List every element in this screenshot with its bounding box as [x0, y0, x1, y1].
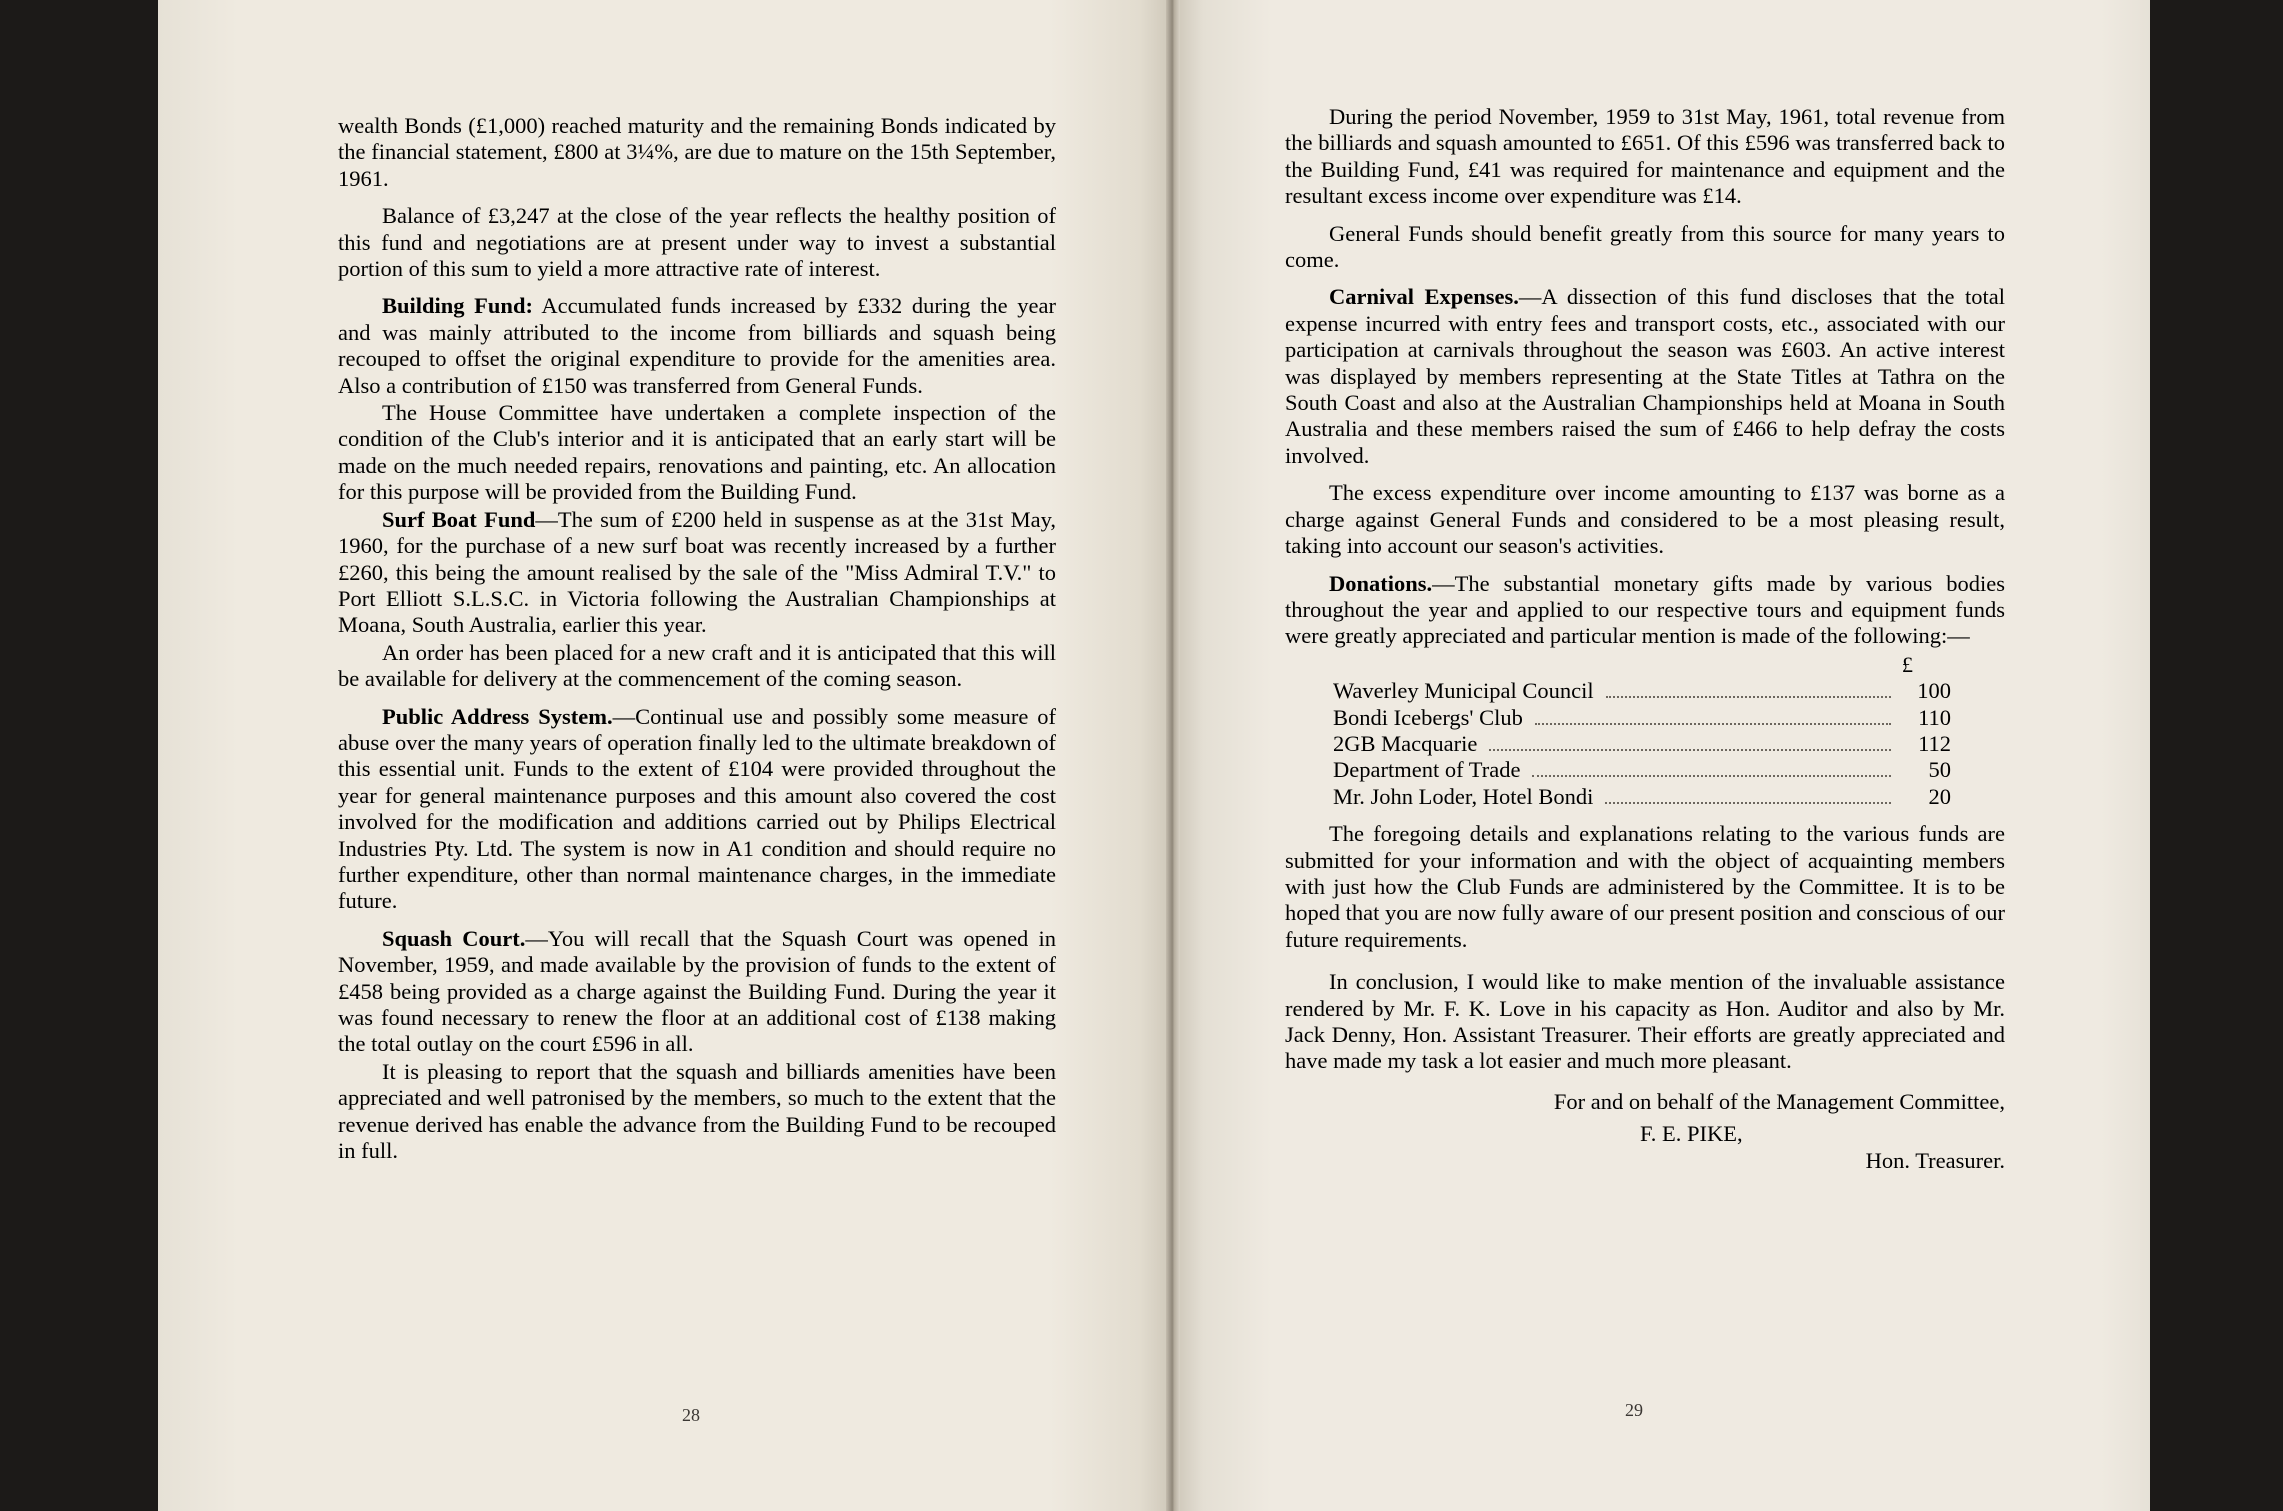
heading-donations: Donations. — [1329, 570, 1433, 596]
paragraph-balance: Balance of £3,247 at the close of the year reflects the healthy position of this fund and negotiations are at present under way to invest a substantial portion of this sum to yield a more attractive rate of interest. — [338, 203, 1056, 282]
paragraph-conclusion: In conclusion, I would like to make mention of the invaluable assistance rendered by Mr. F. K. Love in his capacity as Hon. Auditor and also by Mr. Jack Denny, Hon. Assistant Treasurer. Their efforts are greatly appreciated and have made my task a lot easier and much more pleasant. — [1285, 969, 2005, 1074]
signatory-name: F. E. PIKE, — [1640, 1121, 1743, 1147]
paragraph-excess-expenditure: The excess expenditure over income amounting to £137 was borne as a charge against General Funds and considered to be a most pleasing result, taking into account our season's activities. — [1285, 480, 2005, 559]
heading-surf-boat-fund: Surf Boat Fund — [382, 506, 536, 532]
paragraph-building-fund: Building Fund: Accumulated funds increased by £332 during the year and was mainly attributed to the income from billiards and squash being recouped to offset the original expenditure to provide for the amenities area. Also a contribution of £150 was transferred from General Funds. — [338, 293, 1056, 398]
donor-name: Department of Trade — [1333, 757, 1521, 783]
table-row — [1333, 784, 1951, 810]
right-page-text — [1285, 104, 2005, 1174]
table-row — [1333, 757, 1951, 783]
paragraph-new-craft: An order has been placed for a new craft and it is anticipated that this will be available for delivery at the commencement of the coming season. — [338, 639, 1056, 692]
table-row — [1333, 731, 1951, 757]
table-row — [1333, 678, 1951, 704]
donor-name: 2GB Macquarie — [1333, 730, 1478, 756]
page-number-left: 28 — [682, 1405, 700, 1425]
donor-name: Bondi Icebergs' Club — [1333, 704, 1523, 730]
signatory-title: Hon. Treasurer. — [1865, 1147, 2005, 1173]
paragraph-general-funds: General Funds should benefit greatly from this source for many years to come. — [1285, 220, 2005, 273]
donation-amount: 50 — [1928, 757, 1951, 783]
left-page-text — [338, 113, 1056, 1164]
donations-currency-header: £ — [1901, 651, 1913, 677]
donation-amount: 112 — [1918, 730, 1951, 756]
page-number-right: 29 — [1625, 1400, 1643, 1420]
paragraph-donations: Donations.—The substantial monetary gifts made by various bodies throughout the year and applied to our respective tours and equipment funds were greatly appreciated and particular mention is made of the following:— — [1285, 570, 2005, 649]
book-gutter — [1166, 0, 1180, 1511]
donations-table — [1333, 652, 1951, 810]
paragraph-amenities: It is pleasing to report that the squash and billiards amenities have been appreciated and well patronised by the members, so much to the extent that the revenue derived has enable the advance from the Building Fund to be recouped in full. — [338, 1058, 1056, 1164]
heading-building-fund: Building Fund: — [382, 293, 533, 319]
heading-carnival-expenses: Carnival Expenses. — [1329, 284, 1519, 310]
signoff-line: For and on behalf of the Management Committee, — [1553, 1088, 2005, 1114]
leader-dots — [1489, 749, 1891, 751]
donor-name: Mr. John Loder, Hotel Bondi — [1333, 783, 1594, 809]
paragraph-foregoing-details: The foregoing details and explanations relating to the various funds are submitted for your information and with the object of acquainting members with just how the Club Funds are administered by the Committee. It is to be hoped that you are now fully aware of our present position and conscious of our future requirements. — [1285, 821, 2005, 952]
leader-dots — [1605, 802, 1891, 804]
paragraph-house-committee: The House Committee have undertaken a complete inspection of the condition of the Club's interior and it is anticipated that an early start will be made on the much needed repairs, renovations and painting, etc. An allocation for this purpose will be provided from the Building Fund. — [338, 400, 1056, 505]
leader-dots — [1535, 723, 1891, 725]
table-row — [1333, 705, 1951, 731]
donor-name: Waverley Municipal Council — [1333, 678, 1594, 704]
donation-amount: 100 — [1917, 678, 1951, 704]
paragraph-surf-boat-fund: Surf Boat Fund—The sum of £200 held in suspense as at the 31st May, 1960, for the purchase of a new surf boat was recently increased by a further £260, this being the amount realised by the sale of the "Miss Admiral T.V." to Port Elliott S.L.S.C. in Victoria following the Australian Championships at Moana, South Australia, earlier this year. — [338, 506, 1056, 638]
donation-amount: 110 — [1918, 704, 1951, 730]
paragraph-carnival-expenses: Carnival Expenses.—A dissection of this fund discloses that the total expense incurred with entry fees and transport costs, etc., associated with our participation at carnivals throughout the season was £603. An active interest was displayed by members representing at the State Titles at Tathra on the South Coast and also at the Australian Championships held at Moana in South Australia and these members raised the sum of £466 to help defray the costs involved. — [1285, 284, 2005, 468]
donation-amount: 20 — [1928, 783, 1951, 809]
paragraph-squash-court: Squash Court.—You will recall that the Squash Court was opened in November, 1959, and made available by the provision of funds to the extent of £458 being provided as a charge against the Building Fund. During the year it was found necessary to renew the floor at an additional cost of £138 making the total outlay on the court £596 in all. — [338, 925, 1056, 1057]
paragraph-public-address: Public Address System.—Continual use and possibly some measure of abuse over the many years of operation finally led to the ultimate breakdown of this essential unit. Funds to the extent of £104 were provided throughout the year for general maintenance purposes and this amount also covered the cost involved for the modification and additions carried out by Philips Electrical Industries Pty. Ltd. The system is now in A1 condition and should require no further expenditure, other than normal maintenance charges, in the immediate future. — [338, 703, 1056, 914]
paragraph-bonds: wealth Bonds (£1,000) reached maturity and the remaining Bonds indicated by the financial statement, £800 at 3¼%, are due to mature on the 15th September, 1961. — [338, 113, 1056, 191]
leader-dots — [1606, 696, 1891, 698]
heading-public-address: Public Address System. — [382, 703, 613, 729]
paragraph-revenue: During the period November, 1959 to 31st May, 1961, total revenue from the billiards and squash amounted to £651. Of this £596 was transferred back to the Building Fund, £41 was required for maintenance and equipment and the resultant excess income over expenditure was £14. — [1285, 104, 2005, 209]
heading-squash-court: Squash Court. — [382, 925, 526, 951]
leader-dots — [1532, 775, 1891, 777]
